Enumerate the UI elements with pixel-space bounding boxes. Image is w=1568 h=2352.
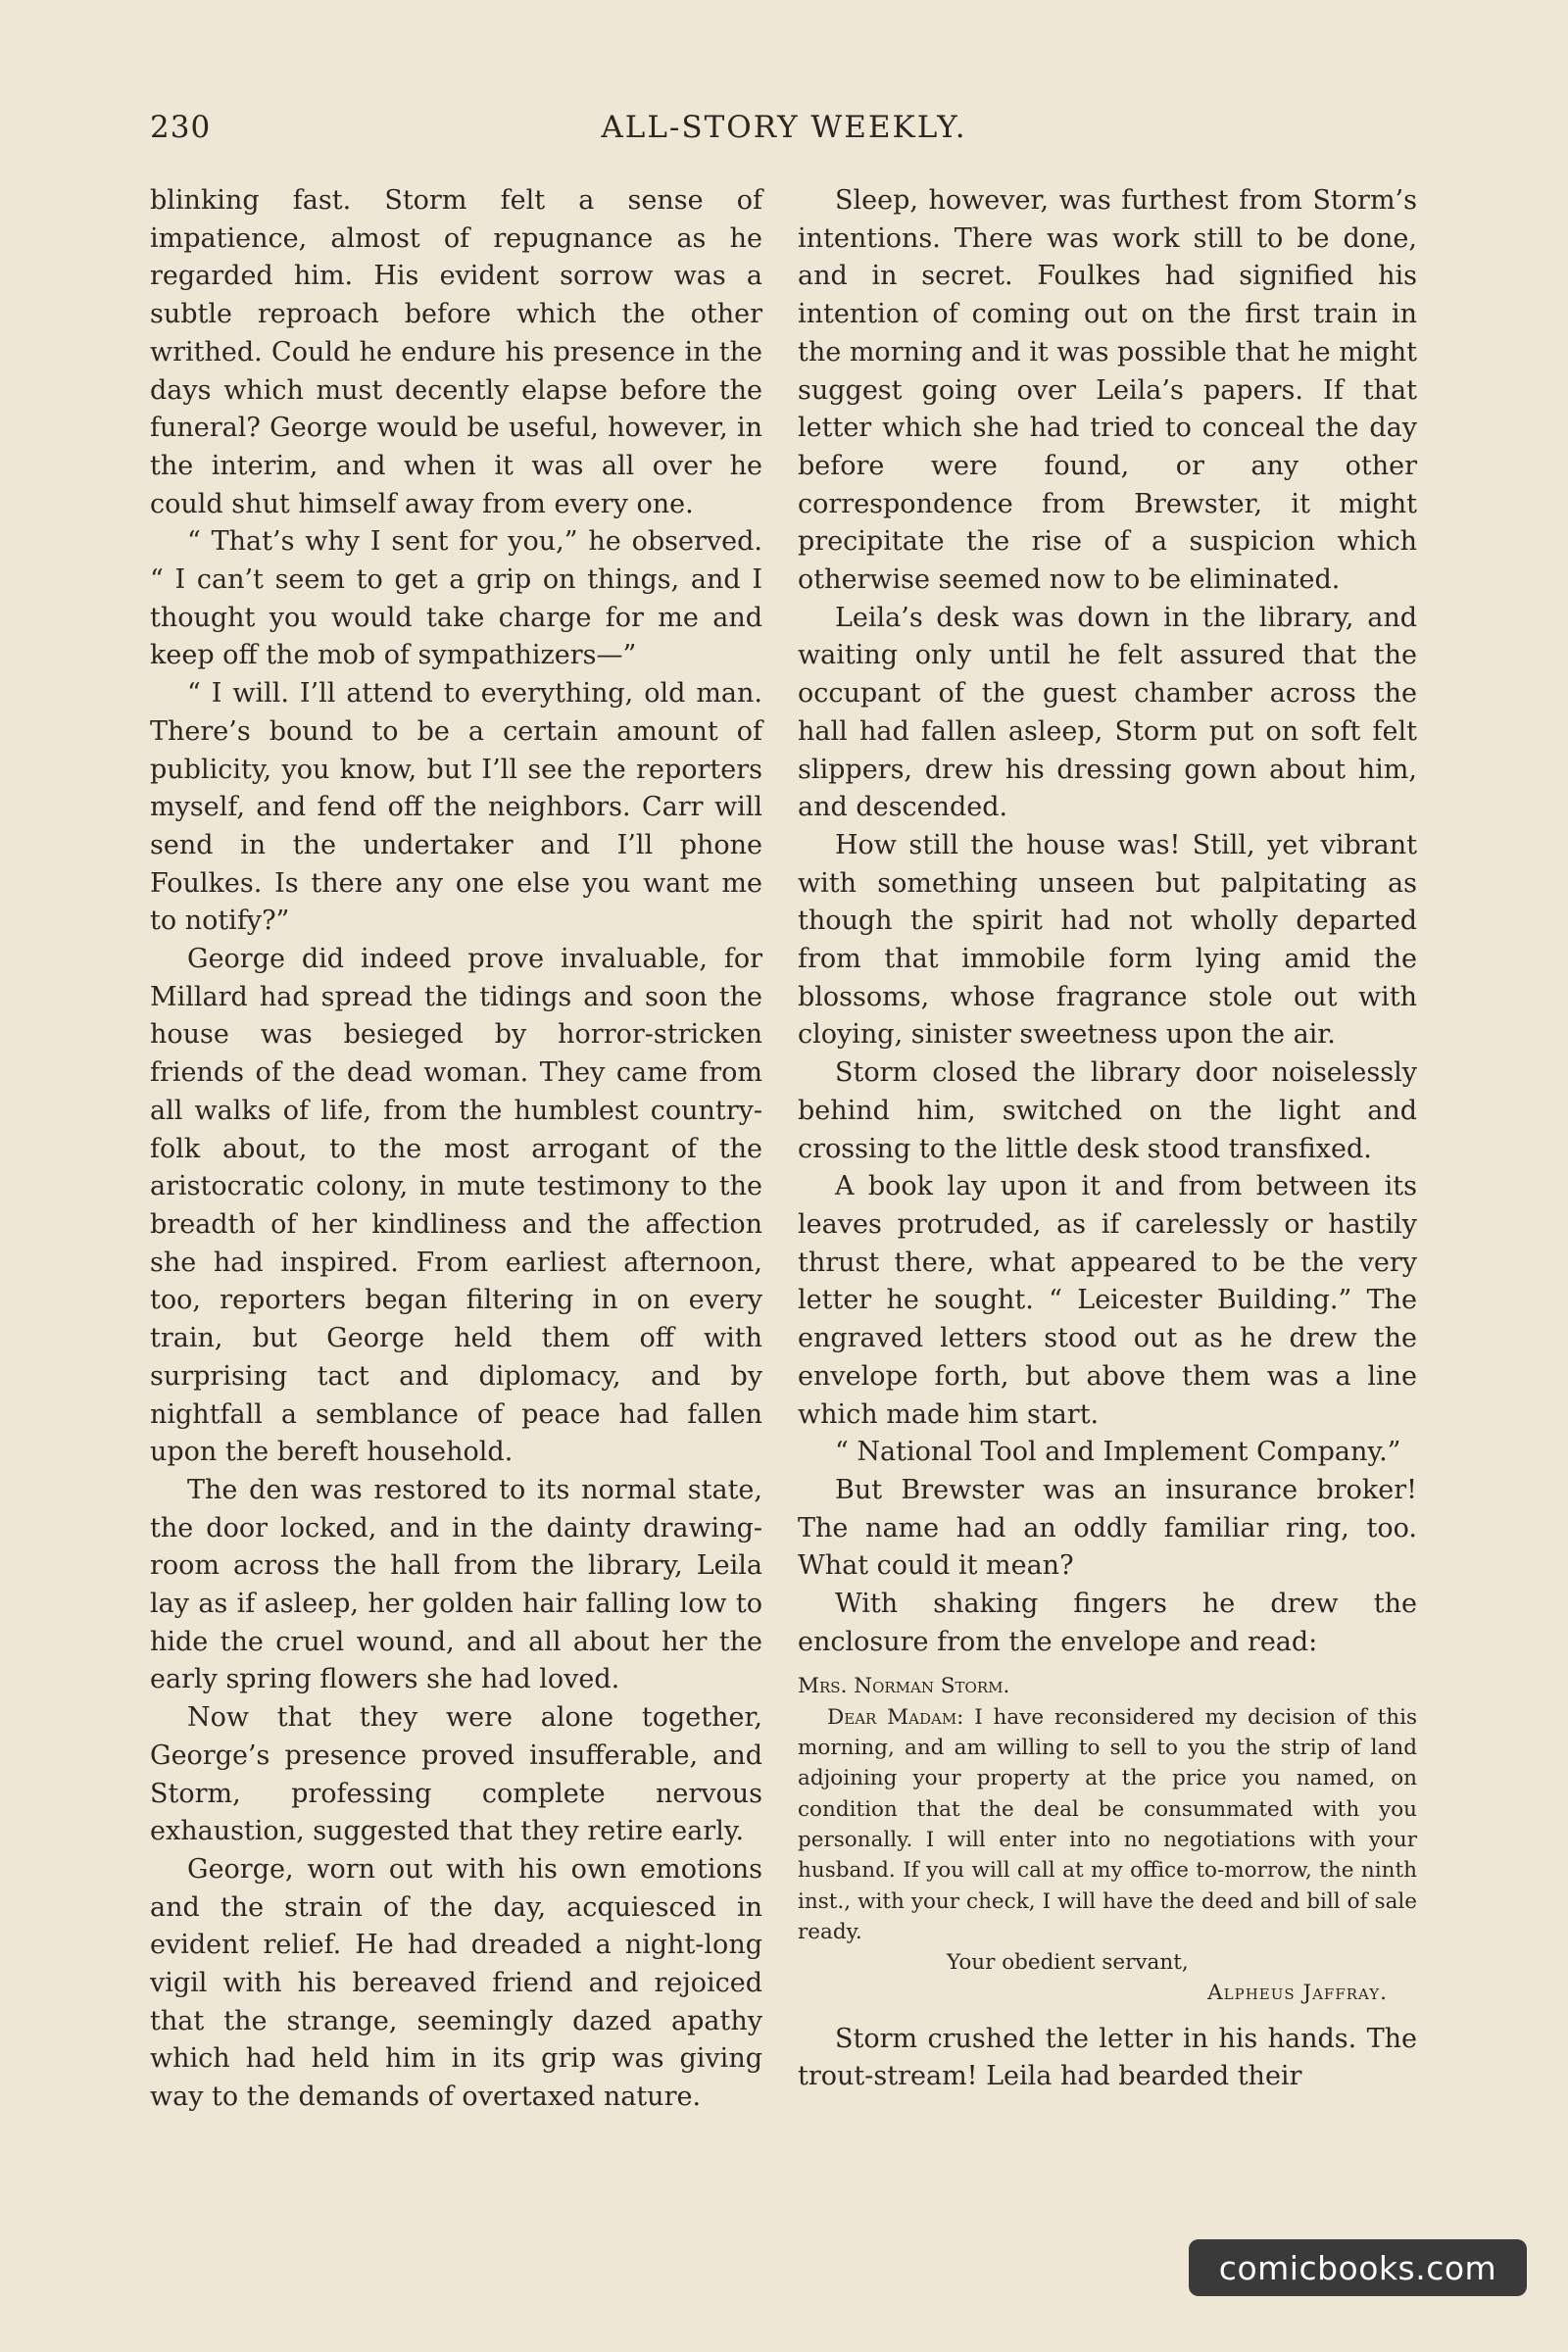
paragraph: Leila’s desk was down in the library, and waiting only until he felt assured that the occupant of the guest chamber across the hall had fallen asleep, Storm put on soft felt slippers, drew his dressing gown about him, and descended. <box>798 602 1417 823</box>
letter-closing: Your obedient servant, <box>947 1950 1189 1976</box>
paragraph: A book lay upon it and from between its leaves protruded, as if carelessly or hastily thrust there, what appeared to be the very letter he sought. “ Leicester Building.” The engraved letters stood out as he drew the envelope forth, but above them was a line which made him start. <box>798 1171 1417 1430</box>
letter-addressee: Mrs. Norman Storm. <box>798 1674 1010 1699</box>
letter-salutation: Dear Madam: <box>827 1704 964 1730</box>
page-number: 230 <box>150 110 212 145</box>
right-column <box>798 182 1417 2096</box>
left-column <box>150 182 762 2117</box>
paragraph: blinking fast. Storm felt a sense of impatience, almost of repugnance as he regarded him. His evident sorrow was a subtle reproach before which the other writhed. Could he endure his presence in the days which must decently elapse before the funeral? George would be useful, however, in the interim, and when it was all over he could shut himself away from every one. <box>150 185 762 519</box>
page-header <box>150 110 1418 159</box>
paragraph: Storm crushed the letter in his hands. The trout-stream! Leila had bearded their <box>798 2023 1417 2092</box>
letter-signature: Alpheus Jaffray. <box>1207 1981 1388 2006</box>
paragraph: “ That’s why I sent for you,” he observed. “ I can’t seem to get a grip on things, and I thought you would take charge for me and keep off the mob of sympathizers—” <box>150 526 762 671</box>
paragraph: Now that they were alone together, George’s presence proved insufferable, and Storm, professing complete nervous exhaustion, suggested that they retire early. <box>150 1702 762 1847</box>
paragraph: George, worn out with his own emotions and the strain of the day, acquiesced in evident relief. He had dreaded a night-long vigil with his bereaved friend and rejoiced that the strange, seemingly dazed apathy which had held him in its grip was giving way to the demands of overtaxed nature. <box>150 1853 762 2113</box>
paragraph: With shaking fingers he drew the enclosure from the envelope and read: <box>798 1589 1417 1657</box>
paragraph: “ National Tool and Implement Company.” <box>835 1437 1401 1468</box>
letter-body: I have reconsidered my decision of this morning, and am willing to sell to you the strip of land adjoining your property at the price you named, on condition that the deal be consummated with you personally. I will enter into no negotiations with your husband. If you will call at my office to-morrow, the ninth inst., with your check, I will have the deed and bill of sale ready. <box>798 1704 1417 1944</box>
paragraph: “ I will. I’ll attend to everything, old man. There’s bound to be a certain amount of publicity, you know, but I’ll see the reporters myself, and fend off the neighbors. Carr will send in the undertaker and I’ll phone Foulkes. Is there any one else you want me to notify?” <box>150 678 762 937</box>
paragraph: George did indeed prove invaluable, for Millard had spread the tidings and soon the house was besieged by horror-stricken friends of the dead woman. They came from all walks of life, from the humblest country-folk about, to the most arrogant of the aristocratic colony, in mute testimony to the breadth of her kindliness and the affection she had inspired. From earliest afternoon, too, reporters began filtering in on every train, but George held them off with surprising tact and diplomacy, and by nightfall a semblance of peace had fallen upon the bereft household. <box>150 944 762 1468</box>
paragraph: But Brewster was an insurance broker! The name had an oddly familiar ring, too. What could it mean? <box>798 1474 1417 1582</box>
letter-block <box>798 1671 1417 2008</box>
letter-body-paragraph <box>798 1702 1417 1947</box>
paragraph: Sleep, however, was furthest from Storm’s intentions. There was work still to be done, and in secret. Foulkes had signified his intention of coming out on the first train in the morning and it was possible that he might suggest going over Leila’s papers. If that letter which she had tried to conceal the day before were found, or any other correspondence from Brewster, it might precipitate the rise of a suspicion which otherwise seemed now to be eliminated. <box>798 185 1417 596</box>
paragraph: The den was restored to its normal state, the door locked, and in the dainty drawing-room across the hall from the library, Leila lay as if asleep, her golden hair falling low to hide the cruel wound, and all about her the early spring flowers she had loved. <box>150 1474 762 1695</box>
running-head: ALL-STORY WEEKLY. <box>601 110 967 145</box>
paragraph: How still the house was! Still, yet vibrant with something unseen but palpitating as though the spirit had not wholly departed from that immobile form lying amid the blossoms, whose fragrance stole out with cloying, sinister sweetness upon the air. <box>798 829 1417 1051</box>
paragraph: Storm closed the library door noiselessly behind him, switched on the light and crossing to the little desk stood transfixed. <box>798 1057 1417 1164</box>
watermark: comicbooks.com <box>1189 2239 1527 2296</box>
